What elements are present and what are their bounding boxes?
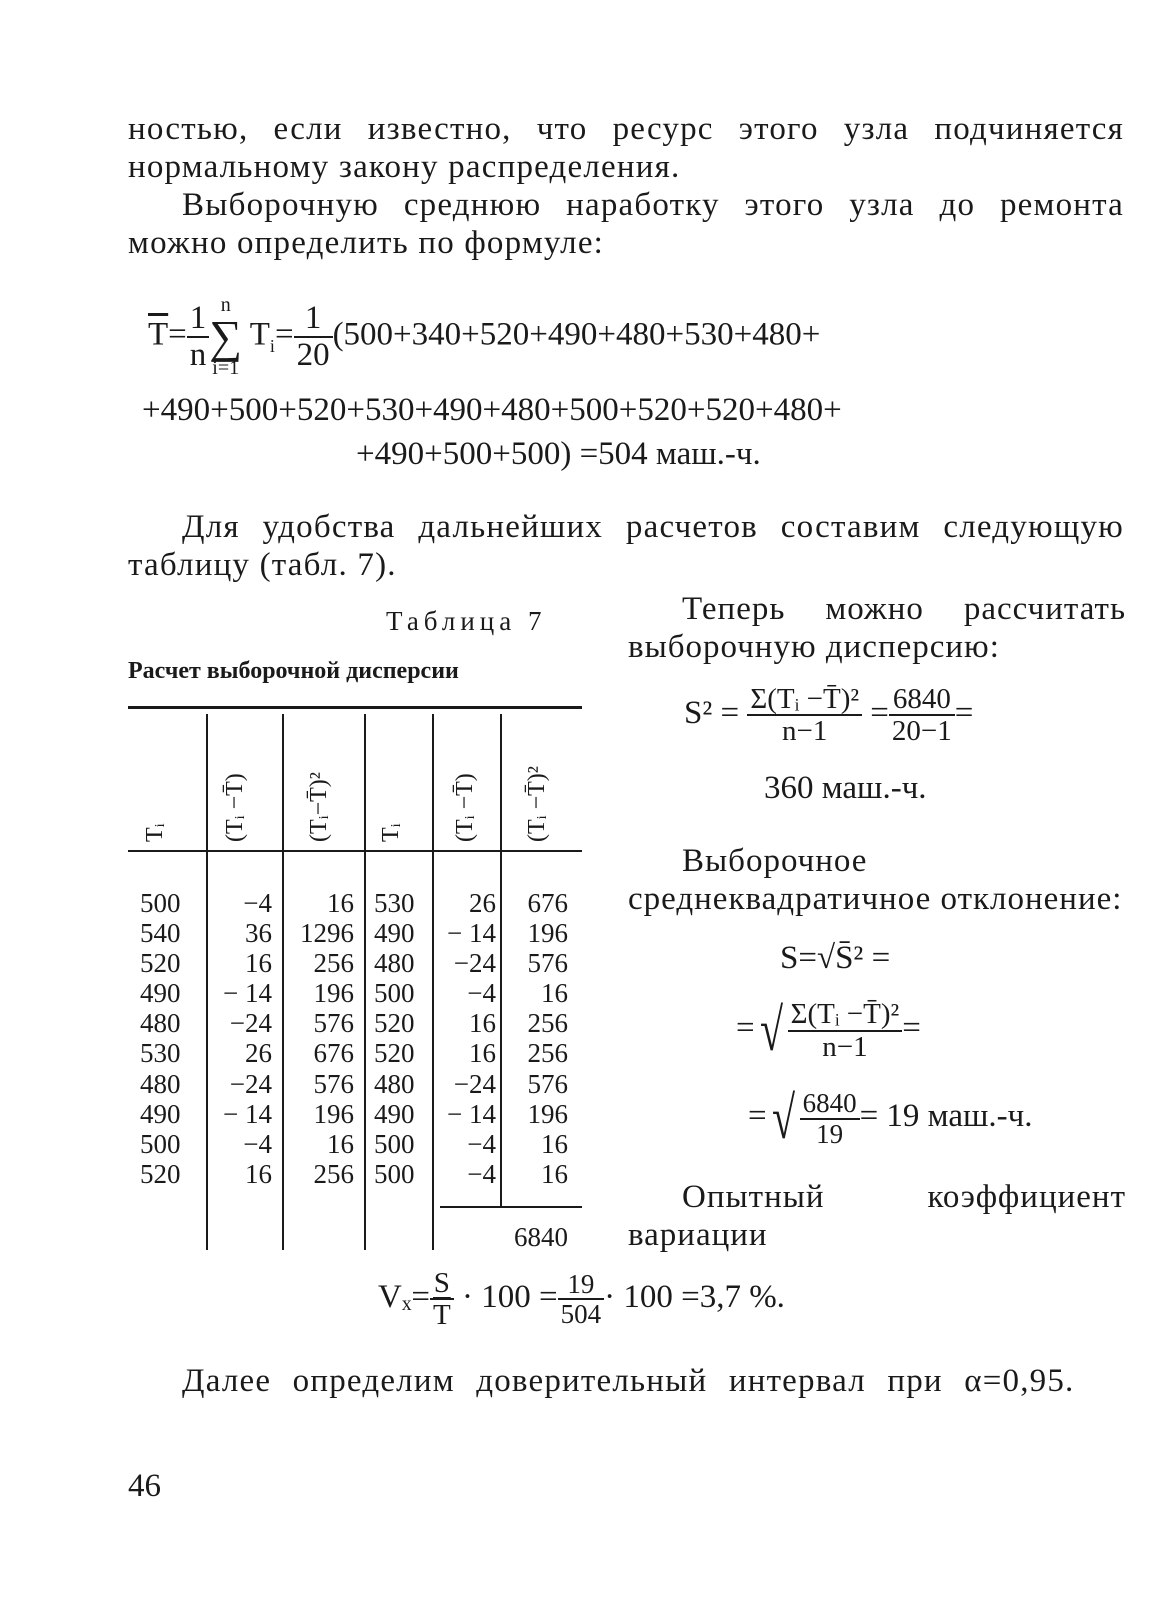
right-paragraph-1: Теперь можно рассчитать выборочную дисперсию: <box>628 591 1126 665</box>
table-col-ti-2: 530 490 480 500 520 520 480 490 500 500 <box>374 888 415 1189</box>
right-paragraph-2: Выборочное среднеквадратичное отклонение: <box>628 843 1123 917</box>
table-vline-1 <box>206 714 208 1250</box>
table-title: Расчет выборочной дисперсии <box>128 658 459 684</box>
vx-19: 19 <box>567 1269 595 1300</box>
table-col-dev-sq-2: 676 196 576 16 256 256 576 196 16 16 <box>527 888 568 1189</box>
header-dev: (Tᵢ −T̄) <box>222 773 248 842</box>
table-total-rule <box>440 1206 582 1208</box>
vx-end: · 100 =3,7 %. <box>604 1279 785 1316</box>
sqrt-icon-2: √ <box>771 1085 795 1151</box>
ti-subscript: i <box>269 336 275 357</box>
std-formula-line3: =√ $\frac{6840}{19}$ = 19 маш.-ч. <box>748 1085 1033 1151</box>
sum-terms-row2: +490+500+520+530+490+480+500+520+520+480+ <box>142 392 842 428</box>
right-paragraph-3: Опытный коэффициент вариации <box>628 1179 1126 1253</box>
sum-bottom: i=1 <box>212 356 240 379</box>
header-ti: Tᵢ <box>142 823 168 842</box>
frac-n: n <box>187 336 210 373</box>
sum-top: n <box>220 294 231 316</box>
ti-symbol: T <box>249 316 270 353</box>
table-total: 6840 <box>514 1222 568 1252</box>
header-dev-sq: (Tᵢ−T̄)² <box>306 772 332 842</box>
s2-denominator: n−1 <box>747 714 862 746</box>
vx-formula <box>378 1268 785 1331</box>
table-vline-5 <box>500 714 502 1208</box>
table-vline-4 <box>432 714 434 1250</box>
table-label: Таблица 7 <box>386 606 547 636</box>
sqrt-icon: √ <box>759 997 783 1063</box>
std-numerator-2: 6840 <box>802 1088 857 1119</box>
frac-one-b: 1 <box>304 300 322 337</box>
s2-symbol: S² <box>684 695 713 732</box>
header-dev-sq-2: (Tᵢ −T̄)² <box>524 766 550 842</box>
variance-result: 360 маш.-ч. <box>764 770 927 806</box>
header-ti-2: Tᵢ <box>378 823 404 842</box>
intro-paragraph: ностью, если известно, что ресурс этого узла подчиняется нормальному закону распределения. <box>128 111 1124 185</box>
sigma-icon: ∑ <box>209 311 243 362</box>
vx-mid: · 100 = <box>461 1279 558 1316</box>
paragraph-table-intro: Для удобства дальнейших расчетов составим следующую таблицу (табл. 7). <box>128 509 1124 583</box>
s2-numerator-2: 6840 <box>892 683 951 715</box>
std-denominator-2: 19 <box>800 1118 860 1148</box>
table-col-ti: 500 540 520 490 480 530 480 490 500 520 <box>140 888 181 1189</box>
intro-paragraph-2: Выборочную среднюю наработку этого узла до ремонта можно определить по формуле: <box>128 187 1124 261</box>
std-result: = 19 маш.-ч. <box>859 1098 1033 1135</box>
table-col-dev-sq: 16 1296 256 196 576 676 576 196 16 256 <box>300 888 354 1189</box>
vx-t: T <box>430 1298 454 1330</box>
s2-denominator-2: 20−1 <box>889 714 955 746</box>
vx-s: S <box>433 1267 450 1299</box>
table-header-rule <box>128 850 582 852</box>
frac-twenty: 20 <box>294 336 333 373</box>
variance-formula: S² = $\frac{\text{Σ(Tᵢ −T̄)²}}{n-1}$ = $\frac{6840}{20-1}$ = <box>684 683 974 748</box>
s2-numerator: Σ(Tᵢ −T̄)² <box>750 683 860 715</box>
std-numerator: Σ(Tᵢ −T̄)² <box>790 998 900 1031</box>
vx-symbol: Vₓ= <box>378 1279 431 1316</box>
vx-504: 504 <box>558 1298 605 1328</box>
mean-symbol: $\overline{T}$ <box>148 316 169 353</box>
header-dev-2: (Tᵢ −T̄) <box>452 773 478 842</box>
table-vline-3 <box>364 714 366 1250</box>
std-formula-line2: =√ $\frac{\text{Σ(Tᵢ −T̄)²}}{n-1}$ = <box>736 997 921 1063</box>
sum-terms-row3: +490+500+500) =504 маш.-ч. <box>356 436 761 472</box>
paragraph-interval: Далее определим доверительный интервал при α=0,95. <box>182 1363 1075 1399</box>
sum-operator <box>209 296 242 378</box>
page-number: 46 <box>128 1468 161 1504</box>
frac-one: 1 <box>189 300 207 337</box>
mean-formula-line1: $\overline{T}=$ $\frac{1}{n}$ n ∑ i=1 $T_i=$ $\frac{1}{20}$ (500+340+520+490+480+530+480+ <box>148 294 821 379</box>
table-col-dev-2: 26 − 14 −24 −4 16 16 −24 − 14 −4 −4 <box>447 888 496 1189</box>
sum-terms-row1: (500+340+520+490+480+530+480+ <box>332 316 821 353</box>
table-vline-2 <box>282 714 284 1250</box>
std-formula-line1: S=√S̄² = <box>780 940 891 976</box>
table-col-dev: −4 36 16 − 14 −24 26 −24 − 14 −4 16 <box>223 888 272 1189</box>
table-top-rule <box>128 706 582 709</box>
std-denominator: n−1 <box>788 1030 903 1062</box>
